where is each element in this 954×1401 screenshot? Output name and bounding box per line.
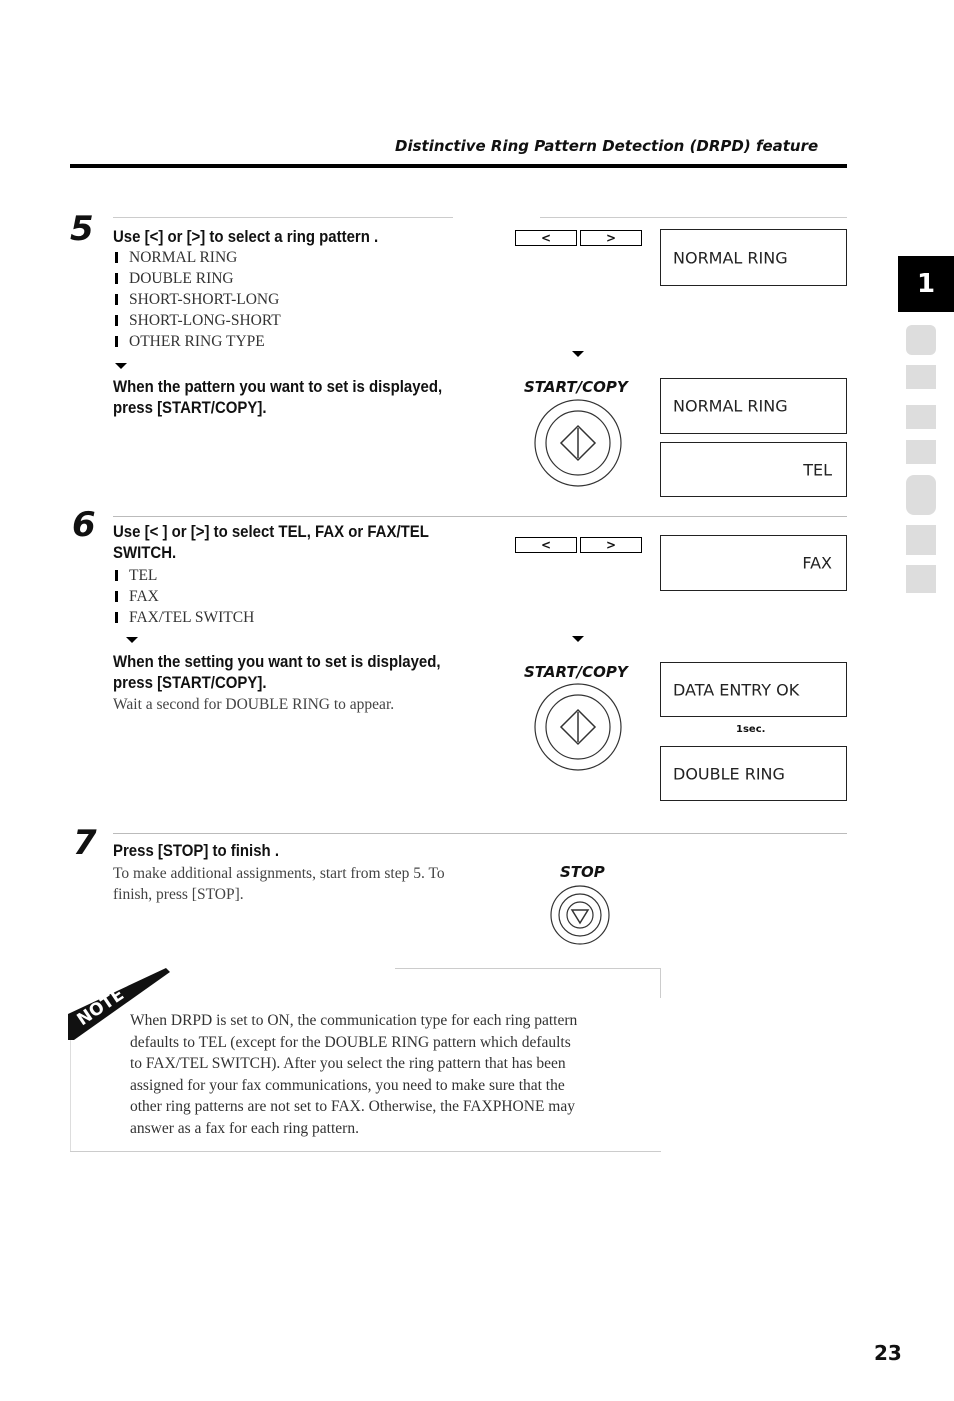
note-top-border xyxy=(395,968,661,969)
lcd-text: TEL xyxy=(803,460,832,479)
step7-text-line1: To make additional assignments, start from step 5. To xyxy=(113,865,445,882)
step7-text-line2: finish, press [STOP]. xyxy=(113,886,244,903)
step6-heading-line2: SWITCH. xyxy=(113,543,177,562)
note-line: to FAX/TEL SWITCH). After you select the ring pattern that has been xyxy=(130,1055,566,1072)
chapter-tab: 1 xyxy=(898,256,954,312)
step7-divider xyxy=(113,833,847,834)
step5-confirm-line1: When the pattern you want to set is displayed, xyxy=(113,377,443,396)
step5-heading: Use [<] or [>] to select a ring pattern . xyxy=(113,227,379,246)
step6-option-list xyxy=(113,565,254,628)
lcd-text: NORMAL RING xyxy=(673,248,788,267)
lcd-display xyxy=(660,662,847,717)
list-item: FAX/TEL SWITCH xyxy=(113,607,254,628)
step6-number: 6 xyxy=(72,505,96,545)
down-arrow-icon xyxy=(126,637,138,643)
note-right-border xyxy=(660,968,661,998)
right-arrow-key[interactable]: > xyxy=(580,537,642,553)
note-line: When DRPD is set to ON, the communication type for each ring pattern xyxy=(130,1012,578,1029)
step6-divider xyxy=(113,516,847,517)
note-left-border xyxy=(70,1040,71,1152)
step6-wait-text: Wait a second for DOUBLE RING to appear. xyxy=(113,696,395,713)
list-item: SHORT-SHORT-LONG xyxy=(113,289,281,310)
start-copy-button-icon[interactable] xyxy=(533,682,623,772)
down-arrow-icon xyxy=(572,636,584,642)
step5-confirm-line2: press [START/COPY]. xyxy=(113,398,267,417)
note-line: answer as a fax for each ring pattern. xyxy=(130,1119,359,1137)
lcd-display xyxy=(660,229,847,286)
step5-arrow-keys xyxy=(515,230,642,246)
start-copy-label: START/COPY xyxy=(524,663,628,681)
left-arrow-key[interactable]: < xyxy=(515,230,577,246)
step5-divider-right xyxy=(540,217,847,218)
step5-option-list xyxy=(113,247,281,352)
step6-heading-line1: Use [< ] or [>] to select TEL, FAX or FAX/TEL xyxy=(113,522,429,541)
note-line: defaults to TEL (except for the DOUBLE RING pattern which defaults xyxy=(130,1033,571,1051)
note-line: other ring patterns are not set to FAX. Otherwise, the FAXPHONE may xyxy=(130,1098,575,1115)
faded-side-tab xyxy=(900,325,944,595)
list-item: FAX xyxy=(113,586,254,607)
lcd-display xyxy=(660,746,847,801)
note-bottom-border xyxy=(70,1151,661,1152)
note-text xyxy=(130,1010,577,1139)
step5-number: 5 xyxy=(70,209,94,249)
list-item: OTHER RING TYPE xyxy=(113,331,281,352)
note-line: assigned for your fax communications, you need to make sure that the xyxy=(130,1076,565,1094)
down-arrow-icon xyxy=(572,351,584,357)
down-arrow-icon xyxy=(115,363,127,369)
lcd-text: FAX xyxy=(802,553,832,573)
lcd-text: DATA ENTRY OK xyxy=(673,680,800,699)
step7-number: 7 xyxy=(73,823,97,863)
note-badge-text: NOTE xyxy=(73,984,128,1031)
stop-label: STOP xyxy=(560,863,605,881)
start-copy-label: START/COPY xyxy=(524,378,628,396)
step6-confirm-line2: press [START/COPY]. xyxy=(113,673,267,692)
lcd-display xyxy=(660,442,847,497)
step6-confirm-line1: When the setting you want to set is displayed, xyxy=(113,652,441,671)
list-item: NORMAL RING xyxy=(113,247,281,268)
list-item: DOUBLE RING xyxy=(113,268,281,289)
list-item: TEL xyxy=(113,565,254,586)
header-rule xyxy=(70,164,847,168)
page-number: 23 xyxy=(874,1341,902,1365)
lcd-text: DOUBLE RING xyxy=(673,764,785,783)
lcd-display xyxy=(660,378,847,434)
stop-button-icon[interactable] xyxy=(549,884,611,946)
step7-heading: Press [STOP] to finish . xyxy=(113,841,279,860)
right-arrow-key[interactable]: > xyxy=(580,230,642,246)
left-arrow-key[interactable]: < xyxy=(515,537,577,553)
step5-divider xyxy=(113,217,453,218)
delay-label: 1sec. xyxy=(736,724,766,735)
lcd-text: NORMAL RING xyxy=(673,396,788,416)
step6-arrow-keys xyxy=(515,537,642,553)
page-header-title: Distinctive Ring Pattern Detection (DRPD) feature xyxy=(395,137,819,155)
start-copy-button-icon[interactable] xyxy=(533,398,623,488)
list-item: SHORT-LONG-SHORT xyxy=(113,310,281,331)
lcd-display xyxy=(660,535,847,591)
